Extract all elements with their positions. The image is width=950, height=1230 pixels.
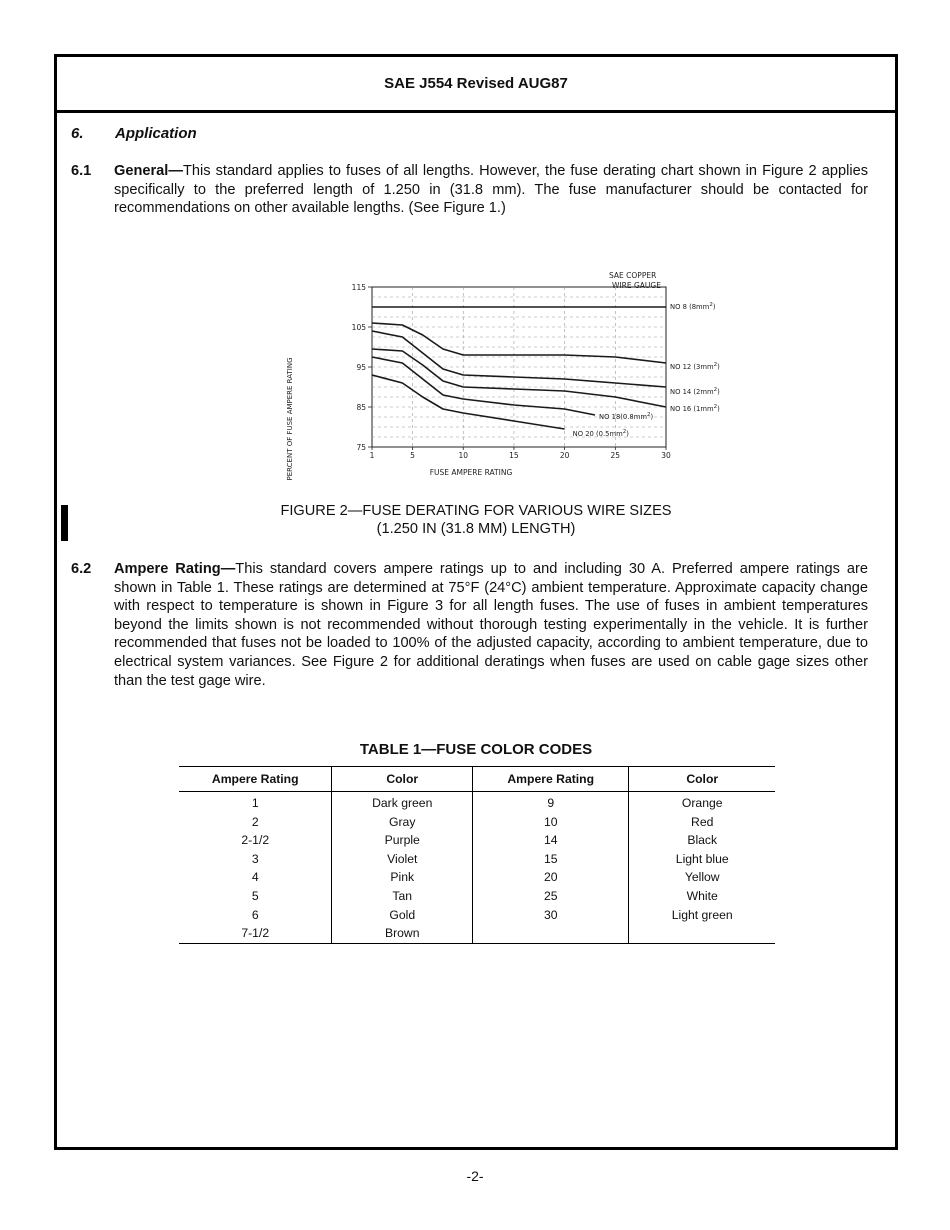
page-frame <box>54 54 898 1150</box>
series-label: NO 20 $(0.5mm^2)$ <box>572 429 629 438</box>
table-cell: Pink <box>332 868 473 887</box>
table-cell: 6 <box>251 907 259 922</box>
paragraph-lead: Ampere Rating— <box>114 561 236 577</box>
table-cell: Light blue <box>629 850 775 869</box>
table-cell: 14 <box>472 831 628 850</box>
table-title: TABLE 1—FUSE COLOR CODES <box>359 741 593 758</box>
table-cell: 2 <box>251 814 259 829</box>
paragraph-number: 6.1 <box>71 163 92 179</box>
table-row <box>179 906 775 925</box>
paragraph-body <box>114 560 868 690</box>
table-cell: 10 <box>472 813 628 832</box>
table-cell: Gold <box>332 906 473 925</box>
table-cell: 9 <box>472 792 628 813</box>
series-label-paren: ) <box>626 430 629 438</box>
y-tick-label: 105 <box>351 323 366 332</box>
paragraph-text: This standard applies to fuses of all lengths. However, the fuse derating chart shown in Figure 2 applies specifically to the preferred length of 1.250 in (31.8 mm). The fuse manufacturer should be contacted for recommendations on other available lengths. (See Figure 1.) <box>114 163 868 217</box>
series-label-superscript: 2 <box>709 302 713 308</box>
section-title: Application <box>115 125 197 142</box>
column-header: Color <box>629 767 775 792</box>
series-label-superscript: 2 <box>713 362 718 368</box>
table-cell: Red <box>629 813 775 832</box>
series-label-superscript: 2 <box>713 387 718 393</box>
series-label-superscript: 2 <box>646 412 651 418</box>
y-tick-label: 75 <box>356 443 366 452</box>
paragraph-lead: General— <box>114 163 183 179</box>
series-label: NO 12 $(3mm^2)$ <box>670 362 720 371</box>
y-tick-label: 115 <box>351 283 366 292</box>
table-cell: Violet <box>332 850 473 869</box>
table-cell: Gray <box>332 813 473 832</box>
table-row <box>179 850 775 869</box>
x-tick-label: 20 <box>559 451 570 460</box>
table-cell: 7-1/2 <box>179 924 332 943</box>
section-heading <box>71 125 197 142</box>
series-label-paren: ) <box>650 413 654 421</box>
series-label: NO 14 $(2mm^2)$ <box>670 387 720 396</box>
table-cell: Purple <box>332 831 473 850</box>
table-cell: 20 <box>472 868 628 887</box>
column-header: Ampere Rating <box>472 767 628 792</box>
x-tick-label: 30 <box>661 451 671 460</box>
table-row <box>179 887 775 906</box>
table-cell: 5 <box>251 888 259 903</box>
series-label-paren: ) <box>717 363 720 371</box>
table-cell <box>629 924 775 943</box>
column-header: Ampere Rating <box>179 767 332 792</box>
series-label-paren: ) <box>717 405 720 413</box>
table-cell: Black <box>629 831 775 850</box>
figure-caption-line-1: FIGURE 2—FUSE DERATING FOR VARIOUS WIRE SIZES <box>280 503 672 519</box>
y-tick-label: 95 <box>356 363 366 372</box>
figure-caption <box>57 502 895 538</box>
section-number: 6. <box>71 125 84 142</box>
table-cell: Brown <box>332 924 473 943</box>
page-number: -2- <box>466 1168 484 1184</box>
chart-svg <box>277 259 720 489</box>
table-cell: Light green <box>629 906 775 925</box>
table-cell: 25 <box>472 887 628 906</box>
paragraph-number: 6.2 <box>71 561 92 577</box>
y-tick-label: 85 <box>356 403 366 412</box>
table-cell: 30 <box>472 906 628 925</box>
table-cell: 3 <box>251 851 259 866</box>
fuse-color-table <box>179 766 775 944</box>
table-row <box>179 831 775 850</box>
x-tick-label: 25 <box>610 451 621 460</box>
table-cell <box>472 924 628 943</box>
x-tick-label: 1 <box>369 451 375 460</box>
fuse-derating-chart <box>277 259 720 494</box>
header-title: SAE J554 Revised AUG87 <box>384 75 568 92</box>
x-tick-label: 10 <box>458 451 469 460</box>
table-row <box>179 868 775 887</box>
paragraph-body <box>114 162 868 218</box>
series-label: NO 16 $(1mm^2)$ <box>670 404 720 413</box>
x-tick-label: 5 <box>410 451 415 460</box>
paragraph-text: This standard covers ampere ratings up to and including 30 A. Preferred ampere ratings are shown in Table 1. These ratings are determined at 75°F (24°C) ambient temperature. Approximate capacity change with respect to temperature is shown in Figure 3 for all length fuses. The use of fuses in ambient temperatures beyond the limits shown is not recommended without thorough testing experimentally in the vehicle. It is further recommended that fuses not be loaded to 100% of the adjusted capacity, according to ambient temperature, due to electrical system variances. See Figure 2 for additional deratings when fuses are used on cable gage sizes other than the test gage wire. <box>114 561 869 689</box>
table-cell: 1 <box>251 796 259 810</box>
y-axis-label: PERCENT OF FUSE AMPERE RATING <box>286 357 294 481</box>
table-row <box>179 924 775 943</box>
table-cell: 4 <box>251 870 259 885</box>
table-cell: Yellow <box>629 868 775 887</box>
table-cell: White <box>629 887 775 906</box>
x-tick-label: 15 <box>509 451 519 460</box>
table-header-row <box>179 767 775 792</box>
table-cell: 2-1/2 <box>241 833 270 848</box>
document-header <box>57 57 895 113</box>
series-line <box>372 375 565 429</box>
column-header: Color <box>332 767 473 792</box>
table-cell: Dark green <box>332 792 473 813</box>
table-cell: Orange <box>629 792 775 813</box>
legend-title-line-2: WIRE GAUGE <box>612 281 661 290</box>
series-line <box>372 331 666 387</box>
series-label-paren: ) <box>717 388 720 396</box>
series-label-paren: ) <box>712 303 716 311</box>
x-axis-label: FUSE AMPERE RATING <box>429 468 513 477</box>
table-cell: 15 <box>472 850 628 869</box>
series-label: NO $18(0.8mm^2)$ <box>599 412 654 421</box>
legend-title-line-1: SAE COPPER <box>609 271 657 280</box>
table-row <box>179 792 775 813</box>
series-label-superscript: 2 <box>713 404 718 410</box>
series-label-superscript: 2 <box>622 429 627 435</box>
figure-caption-line-2: (1.250 IN (31.8 MM) LENGTH) <box>376 521 576 537</box>
table-row <box>179 813 775 832</box>
table-cell: Tan <box>332 887 473 906</box>
series-label: NO 8 $(8mm^2)$ <box>670 302 716 311</box>
